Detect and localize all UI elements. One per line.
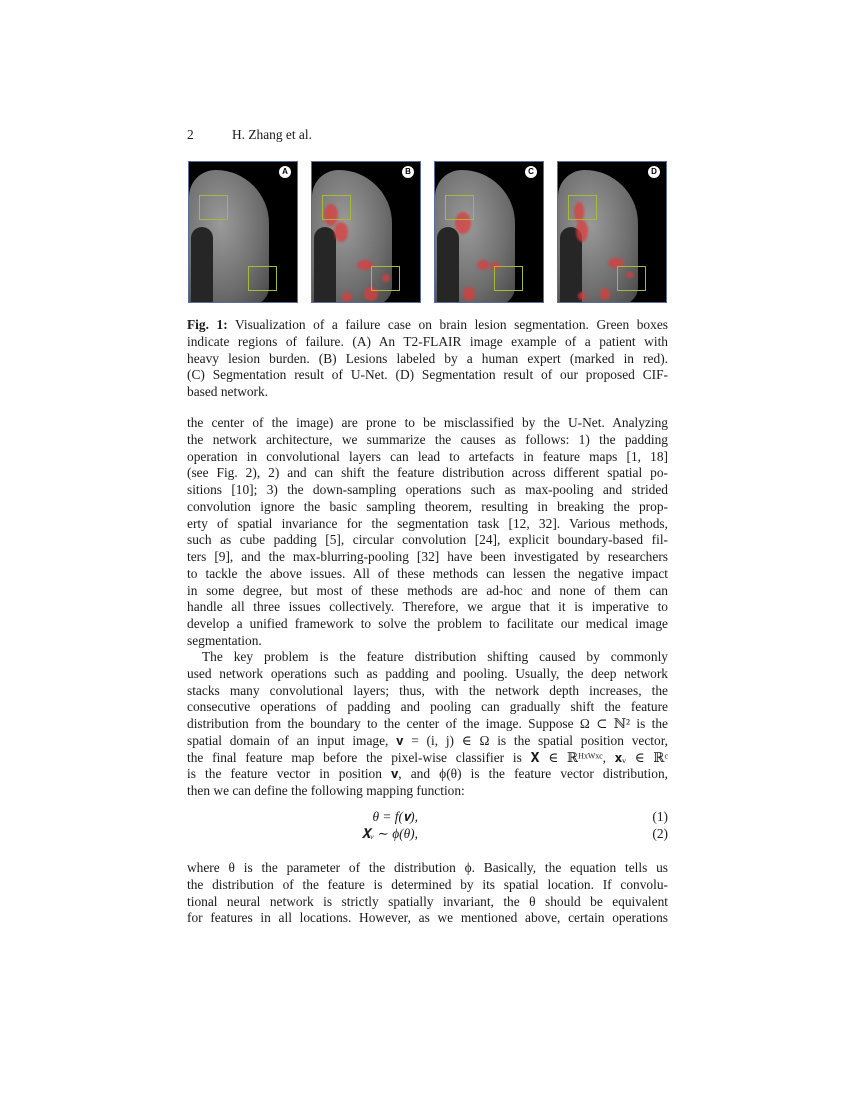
panel-label: A (279, 166, 291, 178)
ventricle (191, 227, 213, 302)
figure-panel-c (434, 161, 544, 303)
panel-label: C (525, 166, 537, 178)
text-line: stacks many convolutional layers; thus, with the network depth increases, the (187, 682, 668, 698)
lesion-mask (576, 220, 588, 242)
text-line: the final feature map before the pixel-wise classifier is 𝐗 ∈ ℝᴴˣᵂˣᶜ, 𝐱ᵥ ∈ ℝᶜ (187, 749, 668, 765)
text-line: spatial domain of an input image, 𝐯 = (i, j) ∈ Ω is the spatial position vector, (187, 732, 668, 748)
text-line: segmentation. (187, 632, 262, 648)
failure-region-box (568, 195, 597, 220)
text-line: sitions [10]; 3) the down-sampling operations such as max-pooling and strided (187, 482, 668, 497)
failure-region-box (617, 266, 646, 291)
text-line: such as cube padding [5], circular convolution [24], explicit boundary-based fil- (187, 532, 668, 548)
text-line: used network operations such as padding and pooling. Usually, the deep network (187, 665, 668, 681)
text-line: the center of the image) are prone to be misclassified by the U-Net. Analyzing (187, 415, 668, 430)
text-line: to tackle the above issues. All of these methods can lessen the negative impact (187, 565, 668, 581)
running-head: H. Zhang et al. (232, 127, 312, 142)
equation-number: (2) (652, 826, 668, 841)
failure-region-box (445, 195, 474, 220)
text-line: develop a unified framework to solve the problem to facilitate our medical image (187, 616, 668, 631)
text-line: consecutive operations of padding and pooling can gradually shift the feature (187, 699, 668, 715)
figure-caption-line: heavy lesion burden. (B) Lesions labeled by a human expert (marked in red). (187, 350, 668, 366)
lesion-mask (477, 260, 489, 270)
failure-region-box (248, 266, 277, 291)
ventricle (314, 227, 336, 302)
lesion-mask (578, 292, 586, 300)
lesion-mask (463, 287, 475, 301)
text-line: (see Fig. 2), 2) and can shift the feature distribution across different spatial po- (187, 465, 668, 481)
equation-number: (1) (652, 809, 668, 824)
text-line: convolution ignore the basic sampling theorem, resulting in breaking the prop- (187, 498, 668, 514)
panel-label: D (648, 166, 660, 178)
text-line: operation in convolutional layers can lead to artefacts in feature maps [1, 18] (187, 448, 668, 464)
text-line: distribution from the boundary to the center of the image. Suppose Ω ⊂ ℕ² is the (187, 716, 668, 731)
text-line: for features in all locations. However, as we mentioned above, certain operations (187, 910, 668, 926)
failure-region-box (199, 195, 228, 220)
text-line: the network architecture, we summarize the causes as follows: 1) the padding (187, 431, 668, 447)
text-line: tional neural network is strictly spatially invariant, the θ should be equivalent (187, 893, 668, 909)
text-line: is the feature vector in position 𝐯, and ϕ(θ) is the feature vector distribution, (187, 766, 668, 782)
lesion-mask (334, 222, 348, 242)
text-line: the distribution of the feature is determined by its spatial location. If convolu- (187, 876, 668, 892)
lesion-mask (342, 292, 352, 302)
ventricle (437, 227, 459, 302)
figure-panel-a (188, 161, 298, 303)
text-line: then we can define the following mapping function: (187, 783, 465, 798)
equation-1: θ = f(𝐯), (372, 809, 418, 824)
failure-region-box (322, 195, 351, 220)
figure-panel-b (311, 161, 421, 303)
equation-2: 𝐗ᵥ ∼ ϕ(θ), (361, 826, 418, 841)
figure-caption-line (187, 317, 668, 333)
figure-caption-line: (C) Segmentation result of U-Net. (D) Segmentation result of our proposed CIF- (187, 367, 668, 383)
text-line: where θ is the parameter of the distribution ϕ. Basically, the equation tells us (187, 860, 668, 875)
text-line: The key problem is the feature distribution shifting caused by commonly (202, 649, 668, 664)
figure-caption-line: based network. (187, 384, 269, 399)
figure-caption-line: indicate regions of failure. (A) An T2-FLAIR image example of a patient with (187, 333, 668, 349)
panel-label: B (402, 166, 414, 178)
failure-region-box (494, 266, 523, 291)
text-line: handle all three issues collectively. Therefore, we argue that it is imperative to (187, 599, 668, 615)
text-line: ters [9], and the max-blurring-pooling [32] have been investigated by researchers (187, 549, 668, 564)
failure-region-box (371, 266, 400, 291)
page-number: 2 (187, 127, 194, 142)
text-line: in some degree, but most of these methods are ad-hoc and none of them can (187, 582, 668, 598)
figure-panel-d (557, 161, 667, 303)
text-line: erty of spatial invariance for the segmentation task [12, 32]. Various methods, (187, 515, 668, 531)
figure-label: Fig. 1: (187, 317, 228, 332)
lesion-mask (600, 288, 610, 300)
caption-text: Visualization of a failure case on brain lesion segmentation. Green boxes (227, 317, 668, 332)
